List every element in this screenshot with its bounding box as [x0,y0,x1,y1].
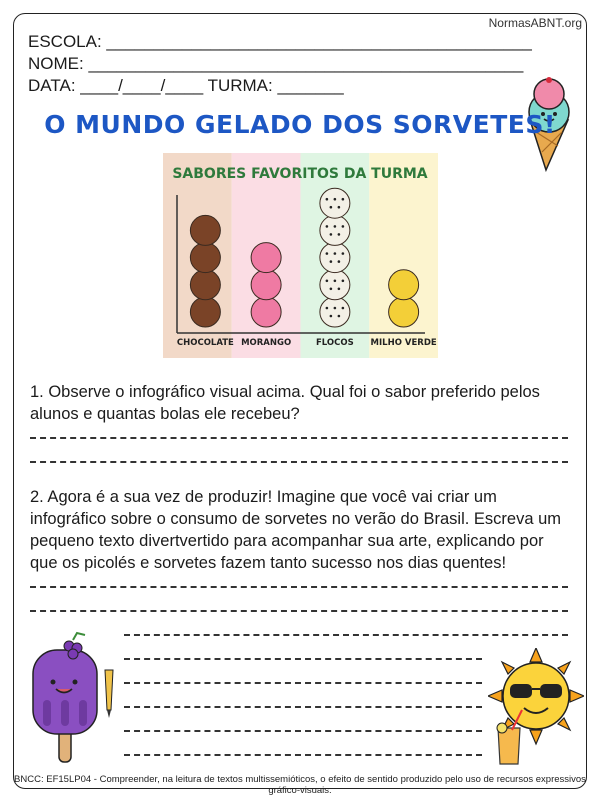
answer-line[interactable] [124,682,482,684]
category-label: MORANGO [241,338,292,348]
scoop [190,297,220,327]
scoop [190,270,220,300]
answer-line[interactable] [124,658,482,660]
chip [342,198,345,201]
scoop [251,243,281,273]
answer-line[interactable] [124,706,482,708]
answer-line[interactable] [124,754,482,756]
answer-line[interactable] [30,610,568,612]
chip [334,307,337,310]
chip [338,260,341,263]
school-field[interactable]: ESCOLA: _____________________________________________ [28,32,532,51]
date-class-field[interactable]: DATA: ____/____/____ TURMA: _______ [28,76,344,95]
chip [326,280,329,283]
sun-with-sunglasses-illustration [488,648,584,768]
scoop [190,215,220,245]
grape-popsicle-illustration [25,630,120,765]
scoop [190,243,220,273]
scoop [320,215,350,245]
chip [330,288,333,291]
chip [338,206,341,209]
scoop [251,297,281,327]
chip [338,233,341,236]
scoop [320,270,350,300]
chip [342,307,345,310]
answer-line[interactable] [30,437,568,439]
chip [338,288,341,291]
scoop [320,297,350,327]
chip [326,198,329,201]
chart-title: SABORES FAVORITOS DA TURMA [172,166,428,182]
chip [334,252,337,255]
category-label: CHOCOLATE [176,338,234,348]
chip [330,206,333,209]
chip [342,252,345,255]
chip [326,225,329,228]
chip [330,233,333,236]
chip [338,315,341,318]
chip [342,280,345,283]
answer-line[interactable] [30,461,568,463]
question-2: 2. Agora é a sua vez de produzir! Imagine que você vai criar um infográfico sobre o consumo de sorvetes no verão do Brasil. Escreva um pequeno texto divertvertido para acompanhar sua arte, explicando por que os picolés e sorvetes fazem tanto sucesso nos dias quentes! [30,488,562,572]
chip [334,198,337,201]
name-field[interactable]: NOME: ______________________________________________ [28,54,524,73]
bar-flocos [320,188,350,327]
bar-morango [251,243,281,327]
answer-line[interactable] [124,634,568,636]
question-1: 1. Observe o infográfico visual acima. Qual foi o sabor preferido pelos alunos e quantas bolas ele recebeu? [30,383,540,423]
chip [330,260,333,263]
site-watermark: NormasABNT.org [488,16,582,30]
answer-line[interactable] [30,586,568,588]
bncc-footer: BNCC: EF15LP04 - Compreender, na leitura de textos multissemióticos, o efeito de sentido produzido pelo uso de recursos expressivos gráfico-visuais. [14,774,586,796]
chip [326,307,329,310]
category-label: FLOCOS [316,338,354,348]
scoop [320,243,350,273]
chip [334,225,337,228]
scoop [389,270,419,300]
answer-line[interactable] [124,730,482,732]
scoop [320,188,350,218]
chip [342,225,345,228]
chip [326,252,329,255]
category-label: MILHO VERDE [370,338,437,348]
scoop [389,297,419,327]
scoop [251,270,281,300]
chip [334,280,337,283]
page-title: O MUNDO GELADO DOS SORVETES! [44,110,556,139]
favorite-flavors-chart [163,153,438,358]
chip [330,315,333,318]
